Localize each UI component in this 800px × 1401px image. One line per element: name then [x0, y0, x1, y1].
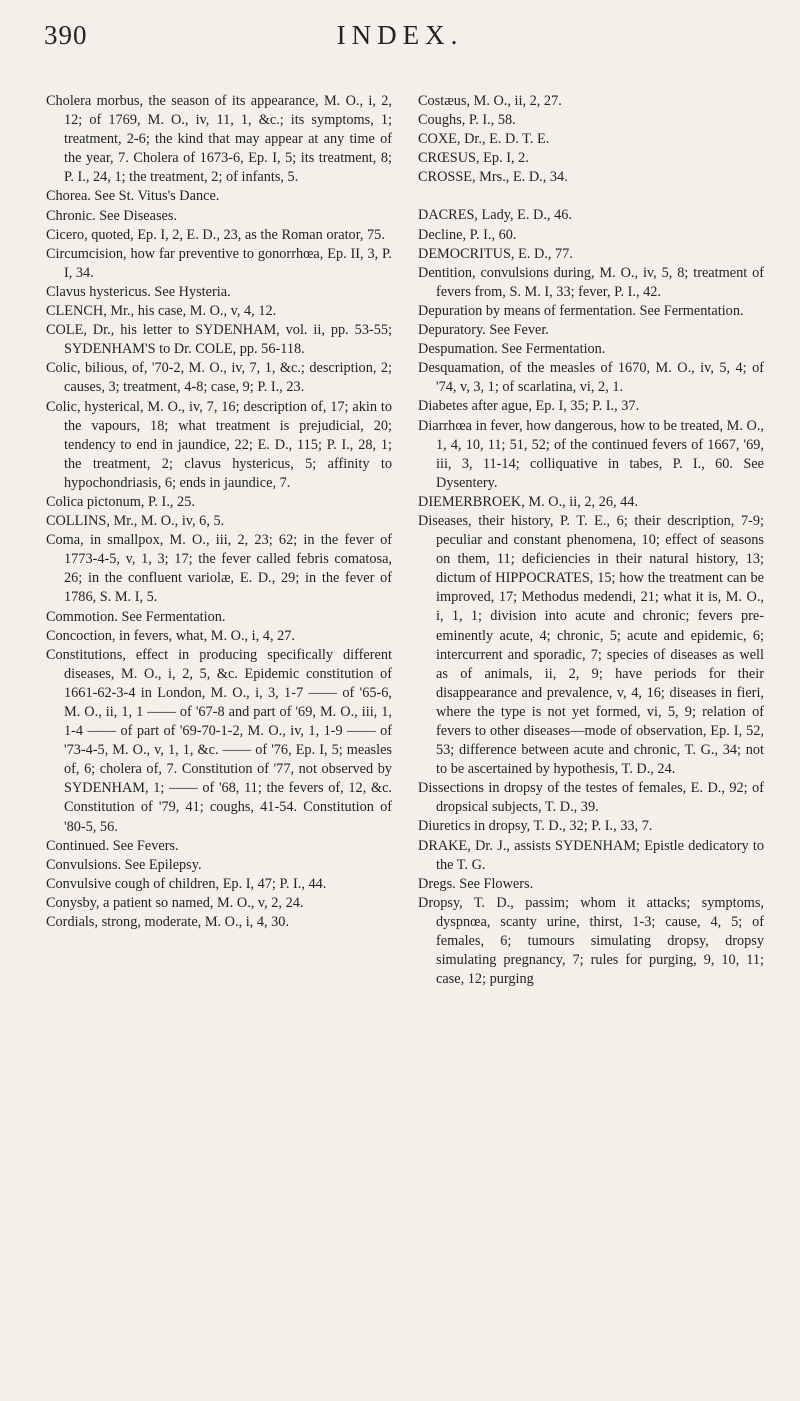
left-column [46, 92, 392, 932]
index-entry-clench: CLENCH, Mr., his case, M. O., v, 4, 12. [46, 303, 277, 320]
index-entry-cholera-morbus: Cholera morbus, the season of its appearance, M. O., i, 2, 12; of 1769, M. O., iv, 11, 1, &c.; its symptoms, 1; treatment, 2-6; the kind that may appear at any time of the year, 7. Cholera of 1673-6, Ep. I, 5; its treatment, 8; P. I., 24, 1; the treatment, 2; of infants, 5. [46, 93, 392, 186]
right-column [418, 92, 764, 989]
index-entry-collins: COLLINS, Mr., M. O., iv, 6, 5. [46, 513, 225, 530]
index-entry-concoction: Concoction, in fevers, what, M. O., i, 4, 27. [46, 627, 295, 644]
index-entry-coxe: COXE, Dr., E. D. T. E. [418, 131, 550, 148]
index-entry-dregs: Dregs. See Flowers. [418, 875, 534, 892]
index-entry-croesus: CRŒSUS, Ep. I, 2. [418, 150, 529, 167]
index-entry-colic-bilious: Colic, bilious, of, '70-2, M. O., iv, 7, 1, &c.; description, 2; causes, 3; treatment, 4-8; case, 9; P. I., 23. [46, 360, 392, 396]
index-entry-depuration: Depuration by means of fermentation. See Fermentation. [418, 302, 744, 319]
index-entry-costaeus: Costæus, M. O., ii, 2, 27. [418, 93, 562, 109]
index-entry-coughs: Coughs, P. I., 58. [418, 112, 516, 129]
index-entry-decline: Decline, P. I., 60. [418, 226, 517, 243]
index-entry-continued: Continued. See Fevers. [46, 837, 179, 854]
index-entry-colic-hysterical: Colic, hysterical, M. O., iv, 7, 16; description of, 17; akin to the vapours, 18; what treatment is prejudicial, 20; tendency to end in jaundice, 22; E. D., 115; P. I., 28, 1; the treatment, 2; clavus hystericus, 5; affinity to hypochondriasis, 6; ends in jaundice, 7. [46, 398, 392, 491]
page-header [0, 20, 800, 60]
index-entry-clavus-hystericus: Clavus hystericus. See Hysteria. [46, 283, 231, 300]
index-entry-dacres: DACRES, Lady, E. D., 46. [418, 207, 572, 224]
index-entry-commotion: Commotion. See Fermentation. [46, 608, 226, 625]
index-entry-despumation: Despumation. See Fermentation. [418, 341, 606, 358]
index-entry-diemerbroek: DIEMERBROEK, M. O., ii, 2, 26, 44. [418, 493, 639, 510]
index-entry-dropsy: Dropsy, T. D., passim; whom it attacks; symptoms, dyspnœa, scanty urine, thirst, 1-3; cause, 4, 5; of females, 6; tumours simulating dropsy, dropsy simulating pregnancy, 7; rules for purging, 9, 10, 11; case, 12; purging [418, 894, 764, 988]
index-entry-chorea: Chorea. See St. Vitus's Dance. [46, 188, 220, 205]
index-entry-drake: DRAKE, Dr. J., assists SYDENHAM; Epistle dedicatory to the T. G. [418, 837, 764, 873]
index-entry-convulsive-cough: Convulsive cough of children, Ep. I, 47; P. I., 44. [46, 875, 327, 892]
index-entry-dissections: Dissections in dropsy of the testes of females, E. D., 92; of dropsical subjects, T. D., 39. [418, 780, 764, 816]
index-entry-constitutions: Constitutions, effect in producing specifically different diseases, M. O., i, 2, 5, &c. Epidemic constitution of 1661-62-3-4 in London, M. O., i, 3, 1-7 —— of '65-6, M. O., ii, 1, 1 —— of '67-8 and part of '69, M. O., iii, 1, 1-4 —— of part of '69-70-1-2, M. O., iv, 1, 1-9 —— of '73-4-5, M. O., v, 1, 1, &c. —— of '76, Ep. I, 5; measles of, 6; cholera of, 7. Constitution of '77, not observed by SYDENHAM, 1; —— of '68, 11; the fevers of, 12, &c. Constitution of '79, 41; coughs, 41-54. Constitution of '80-5, 56. [46, 646, 392, 835]
index-entry-circumcision: Circumcision, how far preventive to gonorrhœa, Ep. II, 3, P. I, 34. [46, 245, 392, 281]
index-entry-diarrhoea: Diarrhœa in fever, how dangerous, how to be treated, M. O., 1, 4, 10, 11; 51, 52; of the continued fevers of 1667, '69, iii, 3, 11-14; colliquative in tabes, P. I., 60. See Dysentery. [418, 417, 764, 491]
page-title: INDEX. [336, 20, 464, 50]
index-entry-conysby: Conysby, a patient so named, M. O., v, 2, 24. [46, 894, 304, 911]
index-entry-convulsions: Convulsions. See Epilepsy. [46, 856, 202, 873]
index-entry-democritus: DEMOCRITUS, E. D., 77. [418, 245, 573, 262]
index-entry-crosse: CROSSE, Mrs., E. D., 34. [418, 169, 568, 186]
index-entry-diseases: Diseases, their history, P. T. E., 6; their description, 7-9; peculiar and constant phenomena, 10; effect of seasons on them, 11; deficiencies in their natural history, 13; dictum of HIPPOCRATES, 15; how the treatment can be improved, 17; Methodus medendi, 21; what it is, M. O., i, 1, 1; division into acute and chronic; fevers pre-eminently acute, 4; chronic, 5; acute and epidemic, 6; intercurrent and sporadic, 7; species of diseases as well as of animals, ii, 2, 9; have periods for their disappearance and prevalence, v, 4, 16; diseases in fieri, where the type is not yet formed, vi, 5, 9; relation of fevers to other diseases—mode of observation, Ep. I, 52, 53; difference between acute and chronic, T. G., 34; not to be ascertained by hypothesis, T. D., 24. [418, 512, 764, 778]
index-entry-cole: COLE, Dr., his letter to SYDENHAM, vol. ii, pp. 53-55; SYDENHAM'S to Dr. COLE, pp. 56-118. [46, 322, 392, 358]
index-entry-desquamation: Desquamation, of the measles of 1670, M. O., iv, 5, 4; of '74, v, 3, 1; of scarlatina, vi, 2, 1. [418, 360, 764, 396]
index-entry-diabetes: Diabetes after ague, Ep. I, 35; P. I., 37. [418, 398, 640, 415]
index-entry-dentition: Dentition, convulsions during, M. O., iv, 5, 8; treatment of fevers from, S. M. I, 33; fever, P. I., 42. [418, 264, 764, 300]
index-entry-coma: Coma, in smallpox, M. O., iii, 2, 23; 62; in the fever of 1773-4-5, v, 1, 3; 17; the fever called febris comatosa, 26; in the confluent variolæ, E. D., 29; in the fever of 1786, S. M. I, 5. [46, 532, 392, 606]
section-gap [418, 187, 764, 206]
index-entry-colica-pictonum: Colica pictonum, P. I., 25. [46, 493, 195, 510]
index-entry-cordials: Cordials, strong, moderate, M. O., i, 4, 30. [46, 914, 290, 931]
page-number: 390 [44, 20, 88, 50]
index-entry-depuratory: Depuratory. See Fever. [418, 322, 549, 339]
index-entry-chronic: Chronic. See Diseases. [46, 207, 178, 224]
index-entry-cicero: Cicero, quoted, Ep. I, 2, E. D., 23, as the Roman orator, 75. [46, 226, 385, 243]
index-entry-diuretics: Diuretics in dropsy, T. D., 32; P. I., 33, 7. [418, 818, 653, 835]
